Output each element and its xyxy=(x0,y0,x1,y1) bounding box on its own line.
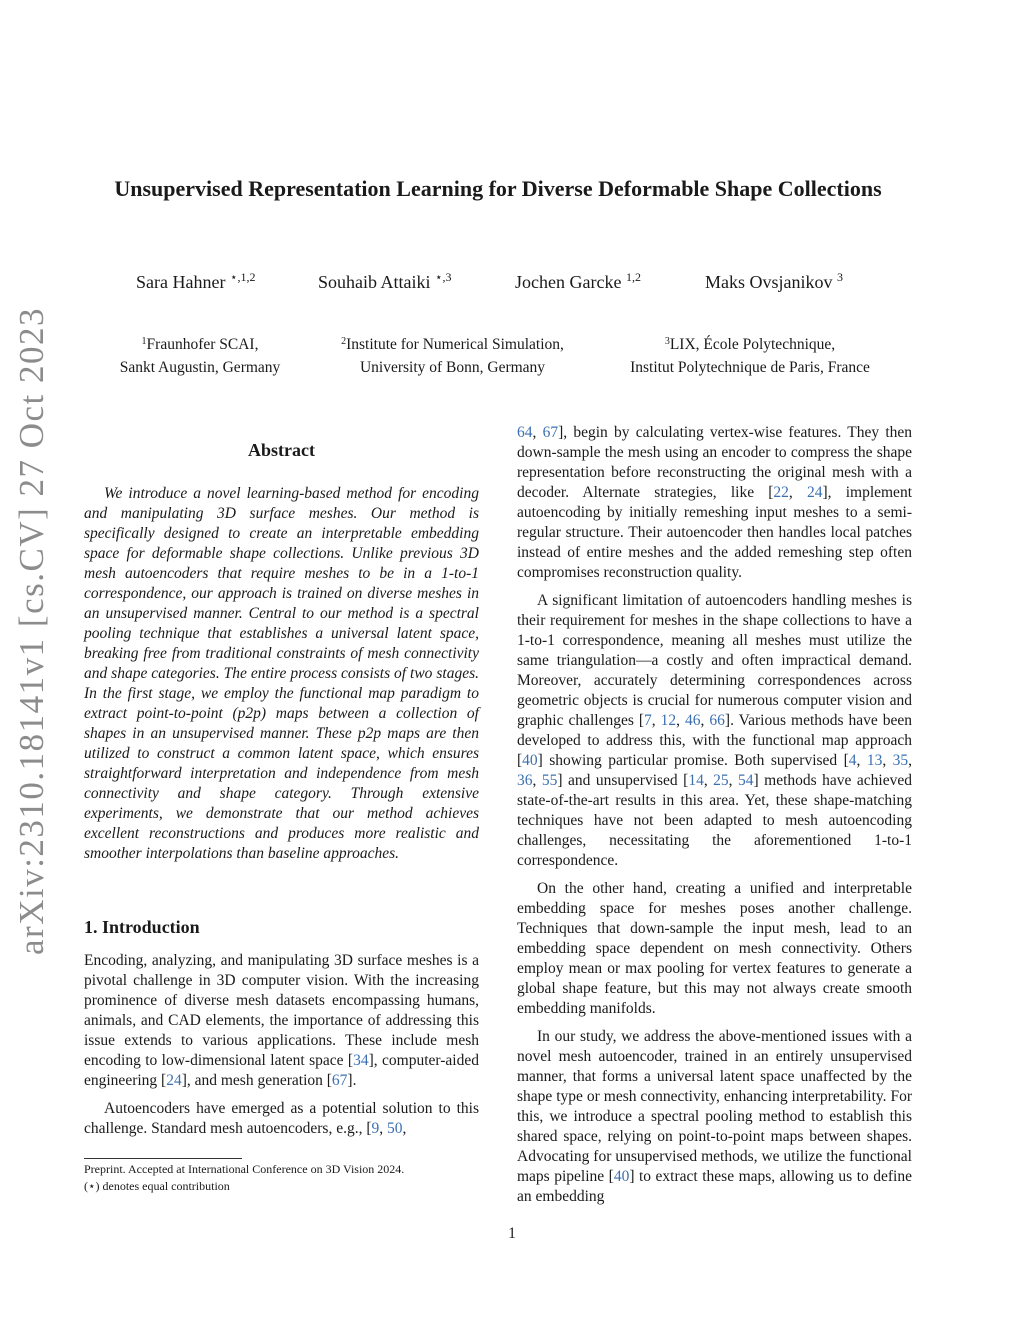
citation-link[interactable]: 13 xyxy=(866,752,883,769)
citation-link[interactable]: 50 xyxy=(387,1120,403,1137)
citation-link[interactable]: 25 xyxy=(713,772,729,789)
footnotes xyxy=(84,1161,479,1195)
citation-link[interactable]: 24 xyxy=(166,1072,182,1089)
intro-paragraph-1: Encoding, analyzing, and manipulating 3D surface meshes is a pivotal challenge in 3D computer vision. With the increasing prominence of diverse mesh datasets encompassing humans, animals, and CAD elements, the importance of addressing this issue extends to various applications. These include mesh encoding to low-dimensional latent space [34], computer-aided engineering [24], and mesh generation [67]. xyxy=(84,952,479,1089)
citation-link[interactable]: 55 xyxy=(541,772,558,789)
right-paragraph-1: 64, 67], begin by calculating vertex-wise features. They then down-sample the mesh using an encoder to compress the shape representation before reconstructing the original mesh with a decoder. Alternate strategies, like [22, 24], implement autoencoding by initially remeshing input meshes to a semi-regular structure. Their autoencoder then handles local patches instead of entire meshes and the added remeshing step often compromises reconstruction quality. xyxy=(517,424,913,581)
paper-title: Unsupervised Representation Learning for Diverse Deformable Shape Collections xyxy=(114,176,882,201)
citation-link[interactable]: 67 xyxy=(542,424,559,441)
affiliation-line: $^2$Institute for Numerical Simulation, xyxy=(341,336,564,353)
citation-link[interactable]: 7 xyxy=(644,712,652,729)
affiliation-3 xyxy=(615,330,885,379)
author-name: Maks Ovsjanikov xyxy=(705,272,833,292)
footnote-divider xyxy=(84,1158,242,1159)
introduction-body xyxy=(84,951,479,1139)
citation-link[interactable]: 34 xyxy=(353,1052,369,1069)
author-marks: 1,2 xyxy=(625,270,641,284)
author-3 xyxy=(515,270,641,293)
citation-link[interactable]: 40 xyxy=(613,1168,630,1185)
right-paragraph-3: On the other hand, creating a unified and interpretable embedding space for meshes poses another challenge. Techniques that down-sample the input mesh, lead to an embedding space dependent on mesh connectivity. Others employ mean or max pooling for vertex features to generate a global shape feature, but this may not always create smooth embedding manifolds. xyxy=(517,880,912,1017)
author-name: Souhaib Attaiki xyxy=(318,272,431,292)
abstract-heading: Abstract xyxy=(248,440,315,460)
footnote-preprint: Preprint. Accepted at International Conference on 3D Vision 2024. xyxy=(84,1162,405,1176)
right-paragraph-2: A significant limitation of autoencoders handling meshes is their requirement for meshes in the shape collections to have a 1-to-1 correspondence, meaning all meshes must utilize the same triangulation—a costly and often impractical demand. Moreover, accurately determining correspondences across geometric objects is crucial for numerous computer vision and graphic challenges [7, 12, 46, 66]. Various methods have been developed to address this, with the functional map approach [40] showing particular promise. Both supervised [4, 13, 35, 36, 55] and unsupervised [14, 25, 54] methods have achieved state-of-the-art results in this area. Yet, these shape-matching techniques have not been adapted to mesh autoencoding challenges, necessitating the aforementioned 1-to-1 correspondence. xyxy=(517,592,913,869)
affiliation-2 xyxy=(325,330,580,379)
arxiv-identifier: arXiv:2310.18141v1 [cs.CV] 27 Oct 2023 xyxy=(12,306,51,955)
citation-link[interactable]: 22 xyxy=(773,484,789,501)
citation-link[interactable]: 4 xyxy=(848,752,857,769)
affiliation-line: Institut Polytechnique de Paris, France xyxy=(630,359,870,376)
affiliation-line: $^3$LIX, École Polytechnique, xyxy=(664,336,836,353)
citation-link[interactable]: 9 xyxy=(371,1120,380,1137)
citation-link[interactable]: 35 xyxy=(892,752,909,769)
author-name: Sara Hahner xyxy=(136,272,226,292)
citation-link[interactable]: 64 xyxy=(517,424,533,441)
author-marks: ⋆,3 xyxy=(435,270,452,284)
right-column-body xyxy=(517,423,912,1207)
citation-link[interactable]: 12 xyxy=(660,712,677,729)
page-number: 1 xyxy=(508,1225,516,1242)
citation-link[interactable]: 67 xyxy=(331,1072,348,1089)
abstract-text: We introduce a novel learning-based method for encoding and manipulating 3D surface meshes. Our method is specifically designed to create an interpretable embedding space for deformable shape collections. Unlike previous 3D mesh autoencoders that require meshes to be in a 1-to-1 correspondence, our approach is trained on diverse meshes in an unsupervised manner. Central to our method is a spectral pooling technique that establishes a universal latent space, breaking free from traditional constraints of mesh connectivity and shape categories. The entire process consists of two stages. In the first stage, we employ the functional map paradigm to extract point-to-point (p2p) maps between a collection of shapes in an unsupervised manner. These p2p maps are then utilized to construct a common latent space, which ensures straightforward interpretation and independence from mesh connectivity and shape category. Through extensive experiments, we demonstrate that our method achieves excellent reconstructions and produces more realistic and smoother interpolations than baseline approaches. xyxy=(84,485,479,862)
author-marks: ⋆,1,2 xyxy=(229,270,256,284)
author-1 xyxy=(136,270,255,293)
author-name: Jochen Garcke xyxy=(515,272,622,292)
citation-link[interactable]: 46 xyxy=(685,712,701,729)
intro-paragraph-2: Autoencoders have emerged as a potential solution to this challenge. Standard mesh autoencoders, e.g., [9, 50, xyxy=(84,1100,479,1137)
right-paragraph-4: In our study, we address the above-mentioned issues with a novel mesh autoencoder, trained in an entirely unsupervised manner, that forms a universal latent space unaffected by the shape type or mesh connectivity, enhancing interpretability. For this, we introduce a spectral pooling method to establish this shared space, relying on point-to-point maps between shapes. Advocating for unsupervised methods, we utilize the functional maps pipeline [40] to extract these maps, allowing us to define an embedding xyxy=(517,1028,912,1205)
introduction-heading: 1. Introduction xyxy=(84,917,200,937)
citation-link[interactable]: 66 xyxy=(709,712,725,729)
affiliation-line: $^1$Fraunhofer SCAI, xyxy=(141,336,259,353)
author-2 xyxy=(318,270,452,293)
citation-link[interactable]: 36 xyxy=(517,772,533,789)
author-4 xyxy=(705,270,843,293)
citation-link[interactable]: 24 xyxy=(806,484,823,501)
footnote-equal-contribution: (⋆) denotes equal contribution xyxy=(84,1179,230,1193)
affiliation-1 xyxy=(100,330,300,379)
affiliation-line: Sankt Augustin, Germany xyxy=(119,359,281,376)
affiliation-mark: 1 xyxy=(141,336,147,347)
citation-link[interactable]: 40 xyxy=(522,752,538,769)
affiliation-mark: 3 xyxy=(664,336,670,347)
abstract-body xyxy=(84,484,479,864)
citation-link[interactable]: 14 xyxy=(688,772,704,789)
citation-link[interactable]: 54 xyxy=(738,772,754,789)
affiliation-line: University of Bonn, Germany xyxy=(359,359,546,376)
author-marks: 3 xyxy=(837,270,843,284)
affiliation-mark: 2 xyxy=(341,336,347,347)
